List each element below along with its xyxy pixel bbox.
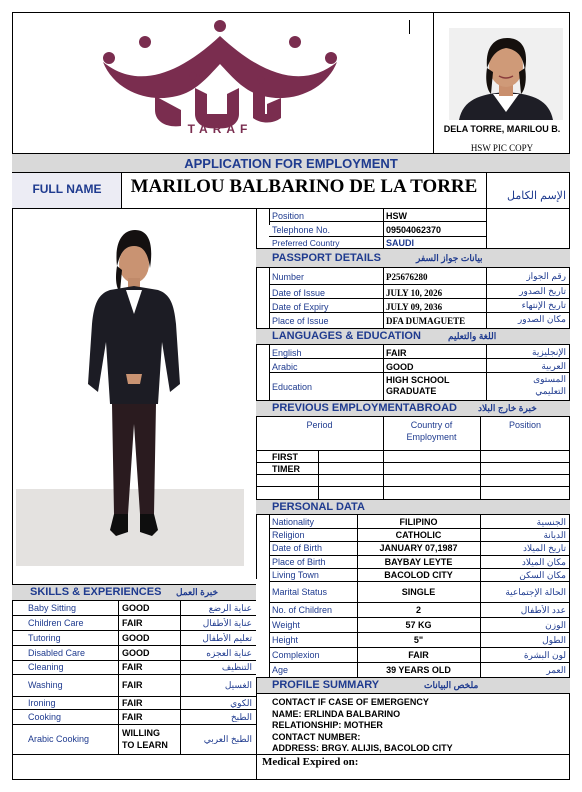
row-divider — [269, 555, 570, 556]
languages-title: LANGUAGES & EDUCATION — [272, 330, 421, 342]
skill-value: FAIR — [122, 712, 143, 722]
full-name-value: MARILOU BALBARINO DE LA TORRE — [130, 176, 478, 197]
skill-label: Cooking — [28, 712, 62, 722]
row-divider — [12, 709, 256, 710]
row-divider — [269, 581, 570, 582]
skill-ar: التنظيف — [221, 662, 252, 672]
row-divider — [269, 602, 570, 603]
photo-name: DELA TORRE, MARILOU B. — [443, 124, 561, 134]
arabic-ar: العربية — [541, 361, 566, 371]
languages-title-ar: اللغة والتعليم — [448, 331, 497, 341]
row-divider — [269, 541, 570, 542]
row-divider — [269, 647, 570, 648]
personal-value: BAYBAY LEYTE — [384, 557, 453, 567]
passport-number-ar: رقم الجواز — [526, 271, 566, 281]
skill-value-line2: TO LEARN — [122, 740, 168, 750]
skill-value: GOOD — [122, 648, 150, 658]
logo-text: TARAF — [187, 122, 253, 136]
skill-value: FAIR — [122, 680, 143, 690]
personal-ar: مكان الميلاد — [521, 557, 566, 567]
personal-value: BACOLOD CITY — [384, 570, 453, 580]
profile-line-3: RELATIONSHIP: MOTHER — [272, 720, 383, 730]
personal-value: SINGLE — [401, 587, 436, 597]
personal-value: 57 KG — [405, 620, 432, 630]
first-timer-line1: FIRST — [272, 452, 298, 462]
skill-value-line1: WILLING — [122, 728, 160, 738]
education-value-line1: HIGH SCHOOL — [386, 375, 450, 385]
personal-ar: لون البشرة — [523, 650, 566, 660]
headshot-portrait-icon — [449, 28, 563, 120]
position-label: Position — [272, 211, 305, 221]
profile-line-5: ADDRESS: BRGY. ALIJIS, BACOLOD CITY — [272, 743, 453, 753]
photo-caption: HSW PIC COPY — [470, 143, 534, 153]
date-of-expiry-value: JULY 09, 2036 — [386, 302, 443, 312]
personal-label: Place of Birth — [272, 557, 326, 567]
row-divider — [12, 724, 256, 725]
english-ar: الإنجليزية — [532, 347, 566, 357]
personal-label: Nationality — [272, 517, 315, 527]
profile-line-4: CONTACT NUMBER: — [272, 732, 361, 742]
skill-ar: عناية الأطفال — [202, 618, 252, 628]
row-divider — [12, 674, 256, 675]
row-divider — [12, 630, 256, 631]
english-value: FAIR — [386, 348, 407, 358]
education-ar-line1: المستوى — [533, 374, 566, 384]
education-ar-line2: التعليمي — [535, 386, 566, 396]
skill-label: Washing — [28, 680, 63, 690]
full-body-photo — [16, 214, 244, 566]
personal-value: FILIPINO — [399, 517, 438, 527]
skill-label: Tutoring — [28, 633, 61, 643]
personal-data-title: PERSONAL DATA — [272, 501, 365, 513]
profile-line-2: NAME: ERLINDA BALBARINO — [272, 709, 401, 719]
personal-value: 39 YEARS OLD — [386, 665, 451, 675]
skill-ar: تعليم الأطفال — [202, 633, 252, 643]
date-of-issue-label: Date of Issue — [272, 288, 326, 298]
previous-employment-title-ar: خبرة خارج البلاد — [478, 403, 537, 413]
row-divider — [12, 615, 256, 616]
row-divider — [12, 696, 256, 697]
preferred-country-label: Preferred Country — [272, 238, 340, 248]
application-title: APPLICATION FOR EMPLOYMENT — [184, 156, 398, 171]
personal-ar: مكان السكن — [519, 570, 566, 580]
medical-expired-label: Medical Expired on: — [262, 756, 359, 768]
arabic-label: Arabic — [272, 362, 298, 372]
skill-value: GOOD — [122, 633, 150, 643]
col-country-line2: Employment — [406, 432, 457, 442]
passport-number-value: P25676280 — [386, 272, 428, 282]
skills-title: SKILLS & EXPERIENCES — [30, 586, 162, 598]
date-of-expiry-label: Date of Expiry — [272, 302, 329, 312]
profile-summary-title: PROFILE SUMMARY — [272, 679, 380, 691]
personal-label: Religion — [272, 530, 305, 540]
cursor-mark — [409, 20, 410, 34]
date-of-issue-value: JULY 10, 2026 — [386, 288, 443, 298]
personal-value: CATHOLIC — [395, 530, 442, 540]
row-divider — [269, 662, 570, 663]
row-divider — [12, 660, 256, 661]
skill-value: FAIR — [122, 618, 143, 628]
personal-ar: تاريخ الميلاد — [523, 543, 566, 553]
row-divider — [269, 632, 570, 633]
profile-summary-title-ar: ملخص البيانات — [424, 680, 479, 690]
skill-label: Baby Sitting — [28, 603, 77, 613]
personal-ar: الديانة — [543, 530, 566, 540]
skill-ar: الطبخ — [230, 712, 252, 722]
place-of-issue-ar: مكان الصدور — [517, 314, 566, 324]
place-of-issue-label: Place of Issue — [272, 316, 329, 326]
passport-title-ar: بيانات جواز السفر — [416, 253, 483, 263]
headshot-photo — [449, 28, 563, 120]
personal-value: JANUARY 07,1987 — [379, 543, 458, 553]
personal-ar: عدد الأطفال — [520, 605, 566, 615]
row-divider — [12, 645, 256, 646]
telephone-value: 09504062370 — [386, 225, 442, 235]
education-label: Education — [272, 382, 313, 392]
skill-value: GOOD — [122, 603, 150, 613]
place-of-issue-value: DFA DUMAGUETE — [386, 316, 466, 326]
skill-label: Cleaning — [28, 662, 64, 672]
date-of-expiry-ar: تاريخ الإنتهاء — [521, 300, 566, 310]
previous-employment-title: PREVIOUS EMPLOYMENTABROAD — [272, 402, 457, 414]
full-name-label-ar: الإسم الكامل — [507, 190, 566, 202]
skill-ar: عناية العجزه — [206, 648, 252, 658]
position-value: HSW — [386, 211, 407, 221]
telephone-label: Telephone No. — [272, 225, 331, 235]
skill-label: Ironing — [28, 698, 56, 708]
skill-ar: الكوي — [230, 698, 252, 708]
personal-value: 2 — [415, 605, 421, 615]
col-position: Position — [508, 420, 542, 430]
education-value-line2: GRADUATE — [386, 386, 437, 396]
arabic-value: GOOD — [386, 362, 414, 372]
col-country-line1: Country of — [410, 420, 453, 430]
personal-ar: الوزن — [545, 620, 566, 630]
personal-value: 5" — [413, 635, 424, 645]
personal-ar: الحالة الإجتماعية — [505, 587, 566, 597]
skill-value: FAIR — [122, 662, 143, 672]
full-body-portrait-icon — [16, 214, 244, 566]
personal-ar: الطول — [542, 635, 566, 645]
skills-title-ar: خبرة العمل — [176, 587, 219, 597]
passport-number-label: Number — [272, 272, 305, 282]
col-period: Period — [306, 420, 333, 430]
skill-label: Disabled Care — [28, 648, 86, 658]
crown-logo-icon — [95, 18, 345, 138]
skill-ar: الغسيل — [224, 680, 252, 690]
profile-line-1: CONTACT IF CASE OF EMERGENCY — [272, 697, 429, 707]
personal-label: Date of Birth — [272, 543, 323, 553]
personal-label: No. of Children — [272, 605, 333, 615]
skill-label: Arabic Cooking — [28, 734, 90, 744]
personal-ar: الجنسية — [536, 517, 566, 527]
skill-ar: الطبخ العربي — [203, 734, 252, 744]
full-name-label: FULL NAME — [32, 182, 102, 196]
personal-label: Complexion — [272, 650, 320, 660]
english-label: English — [272, 348, 302, 358]
date-of-issue-ar: تاريخ الصدور — [519, 286, 566, 296]
personal-label: Living Town — [272, 570, 319, 580]
personal-label: Marital Status — [272, 587, 328, 597]
preferred-country-value: SAUDI — [386, 238, 415, 248]
logo — [95, 18, 345, 138]
row-divider — [269, 617, 570, 618]
personal-label: Weight — [272, 620, 300, 630]
passport-title: PASSPORT DETAILS — [272, 252, 381, 264]
personal-ar: العمر — [546, 665, 566, 675]
row-divider — [269, 568, 570, 569]
skill-value: FAIR — [122, 698, 143, 708]
personal-value: FAIR — [408, 650, 429, 660]
skill-label: Children Care — [28, 618, 84, 628]
row-divider — [269, 528, 570, 529]
first-timer-line2: TIMER — [272, 464, 300, 474]
skill-ar: عناية الرضع — [208, 603, 252, 613]
personal-label: Age — [272, 665, 289, 675]
personal-label: Height — [272, 635, 299, 645]
